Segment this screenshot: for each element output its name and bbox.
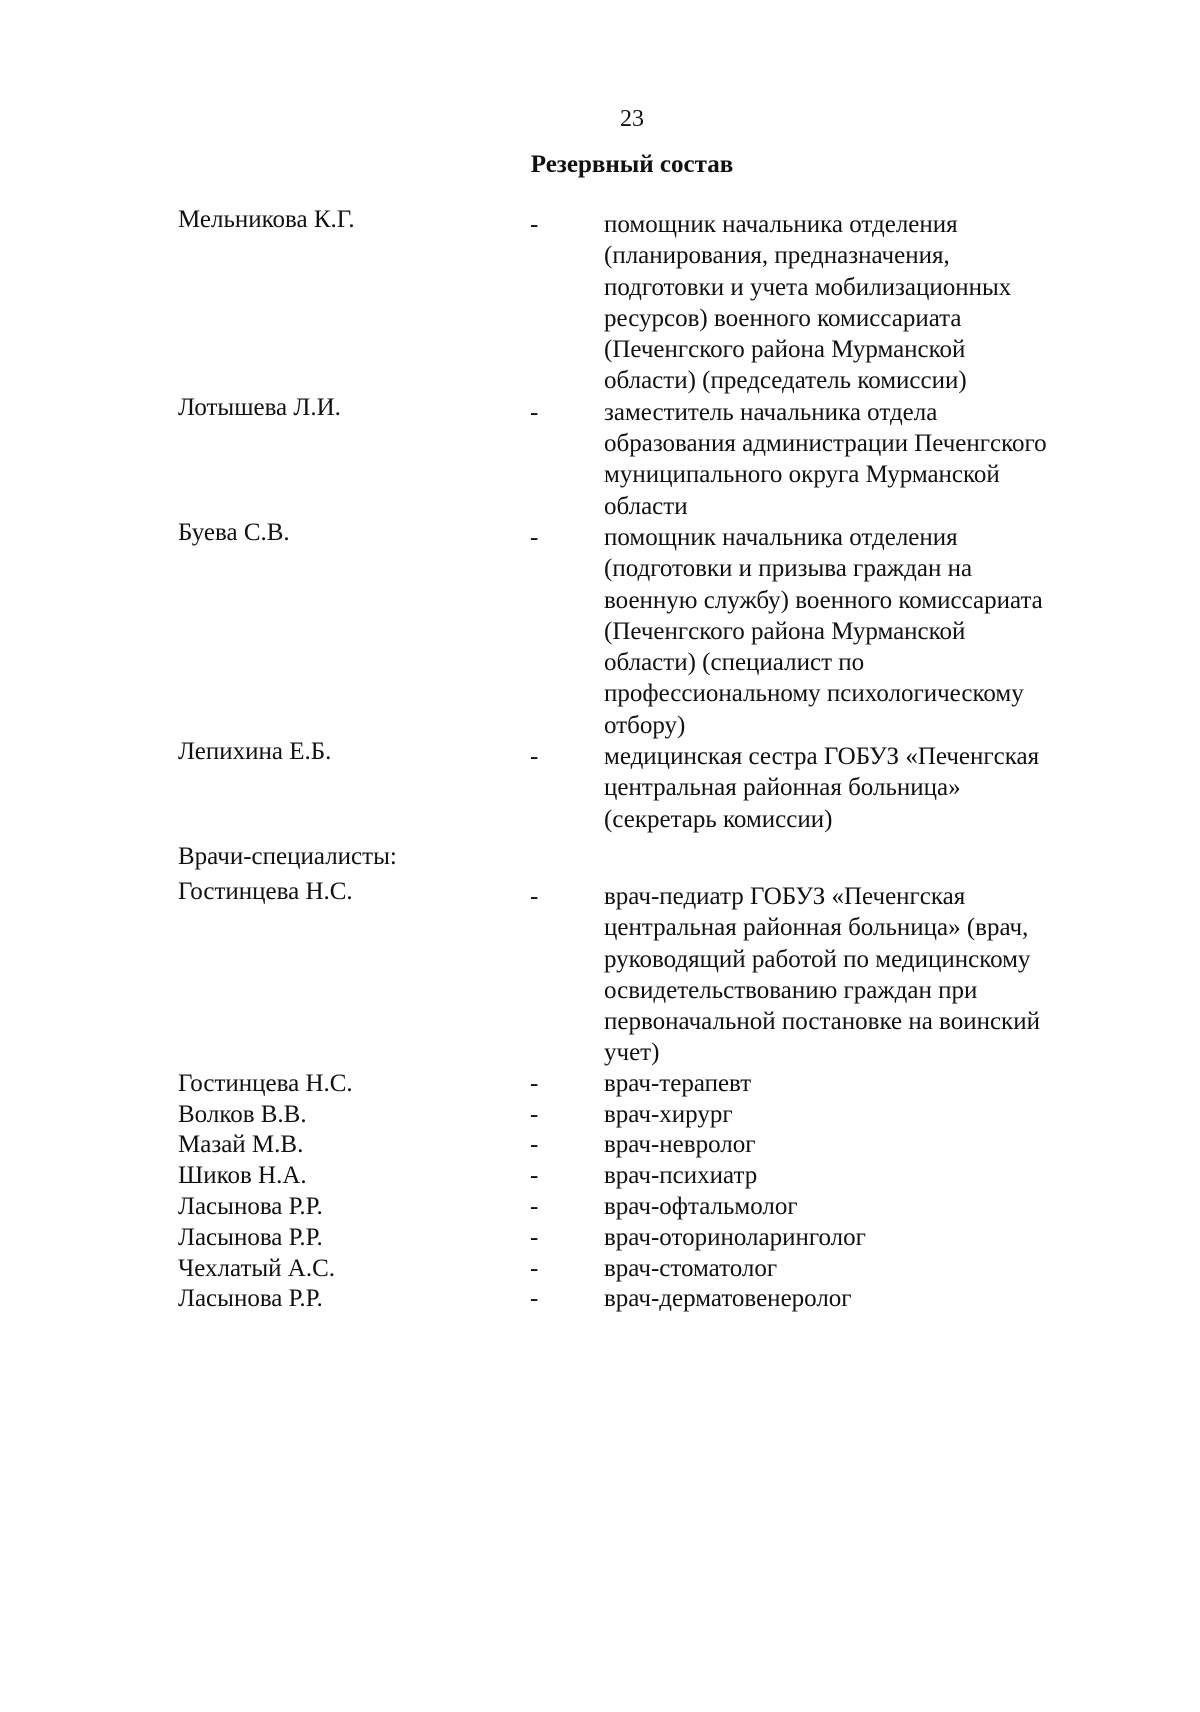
dash-separator: - [530, 743, 539, 771]
member-role: заместитель начальника отдела образования администрации Печенгского муниципального округа Мурманской области [604, 398, 1047, 520]
specialist-entry [178, 877, 1108, 1069]
specialist-role: врач-педиатр ГОБУЗ «Печенгская центральная районная больница» (врач, руководящий работой по медицинскому освидетельствованию граждан при первоначальной постановке на воинский учет) [604, 882, 1040, 1067]
specialist-name: Гостинцева Н.С. [178, 877, 353, 905]
specialist-entry [178, 1130, 1108, 1161]
member-name: Лепихина Е.Б. [178, 738, 332, 766]
specialist-name: Ласынова Р.Р. [178, 1223, 323, 1251]
specialist-role: врач-офтальмолог [604, 1192, 798, 1220]
specialist-role: врач-психиатр [604, 1162, 758, 1190]
specialist-entry [178, 1100, 1108, 1131]
specialist-name: Шиков Н.А. [178, 1162, 307, 1190]
specialist-entry [178, 1161, 1108, 1192]
roster-entry [178, 738, 1108, 835]
specialists-heading: Врачи-специалисты: [178, 842, 397, 870]
member-role: медицинская сестра ГОБУЗ «Печенгская центральная районная больница» (секретарь комиссии) [604, 743, 1040, 833]
dash-separator: - [530, 1223, 539, 1251]
specialist-name: Ласынова Р.Р. [178, 1285, 323, 1313]
dash-separator: - [530, 1285, 539, 1313]
roster-entry [178, 206, 1108, 397]
specialist-role: врач-стоматолог [604, 1254, 778, 1282]
specialist-role: врач-невролог [604, 1131, 756, 1159]
dash-separator: - [530, 1162, 539, 1190]
dash-separator: - [530, 1131, 539, 1159]
specialist-entry [178, 1223, 1108, 1254]
specialist-name: Ласынова Р.Р. [178, 1192, 323, 1220]
specialist-role: врач-дерматовенеролог [604, 1285, 852, 1313]
dash-separator: - [530, 1254, 539, 1282]
dash-separator: - [530, 1069, 539, 1097]
specialist-entry [178, 1192, 1108, 1223]
specialist-name: Гостинцева Н.С. [178, 1069, 353, 1097]
specialist-role: врач-хирург [604, 1100, 733, 1128]
roster-entry [178, 518, 1108, 741]
roster-entry [178, 393, 1108, 522]
page-title: Резервный состав [530, 151, 734, 178]
specialist-role: врач-оториноларинголог [604, 1223, 866, 1251]
dash-separator: - [530, 398, 539, 426]
specialist-entry [178, 1069, 1108, 1100]
member-role: помощник начальника отделения (планирования, предназначения, подготовки и учета мобилизационных ресурсов) военного комиссариата (Печенгского района Мурманской области) (председатель комиссии) [604, 211, 1012, 395]
roster-list [178, 206, 1108, 1315]
specialist-role: врач-терапевт [604, 1069, 752, 1097]
specialist-name: Волков В.В. [178, 1100, 307, 1128]
specialist-entry [178, 1254, 1108, 1285]
dash-separator: - [530, 523, 539, 551]
dash-separator: - [530, 1100, 539, 1128]
dash-separator: - [530, 211, 539, 238]
member-name: Буева С.В. [178, 518, 290, 546]
member-name: Мельникова К.Г. [178, 206, 355, 233]
specialist-name: Чехлатый А.С. [178, 1254, 336, 1282]
member-role: помощник начальника отделения (подготовки и призыва граждан на военную службу) военного комиссариата (Печенгского района Мурманской области) (специалист по профессиональному психологическому отбору) [604, 523, 1043, 739]
page-number: 23 [620, 106, 644, 132]
specialist-entry [178, 1284, 1108, 1315]
specialist-name: Мазай М.В. [178, 1131, 304, 1159]
dash-separator: - [530, 1192, 539, 1220]
dash-separator: - [530, 882, 539, 910]
member-name: Лотышева Л.И. [178, 393, 341, 421]
